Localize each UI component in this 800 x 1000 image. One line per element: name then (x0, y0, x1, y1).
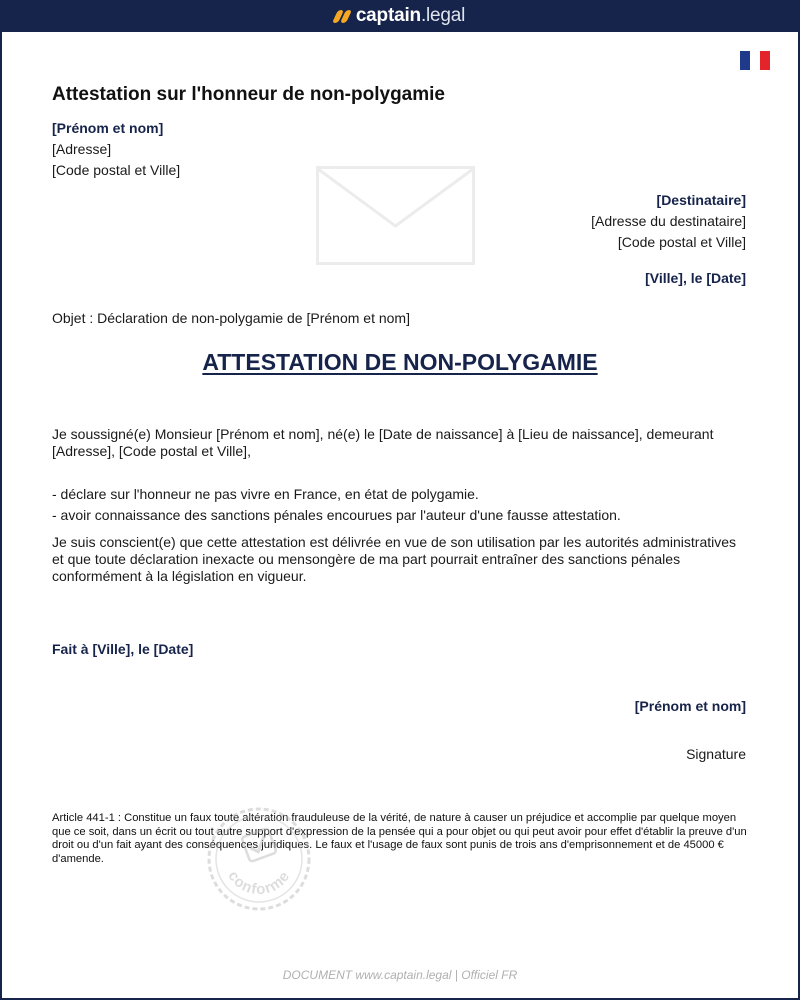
top-bar (0, 0, 800, 32)
legal-article: Article 441-1 : Constitue un faux toute altération frauduleuse de la vérité, de nature à causer un préjudice et accomplie par quelque moyen que ce soit, dans un écrit ou tout autre support d'expression de la pensée qui a pour objet ou qui peut avoir pour effet d'établir la preuve d'un droit ou d'un fait ayant des conséquences juridiques. Le faux et l'usage de faux sont punis de trois ans d'emprisonnement et de 45000 € d'amende. (52, 812, 747, 865)
place-date: [Ville], le [Date] (645, 270, 746, 286)
recipient-name: [Destinataire] (656, 192, 746, 208)
awareness-paragraph: Je suis conscient(e) que cette attestation est délivrée en vue de son utilisation par les autorités administratives et que toute déclaration inexacte ou mensongère de ma part pourrait entraîner des sanctions pénales conformément à la législation en vigueur. (52, 534, 737, 584)
subject-line: Objet : Déclaration de non-polygamie de [Prénom et nom] (52, 310, 410, 326)
brand-logo[interactable] (335, 5, 465, 27)
declaration-item: - déclare sur l'honneur ne pas vivre en France, en état de polygamie. (52, 486, 479, 502)
sender-name: [Prénom et nom] (52, 120, 164, 136)
brand-mark-icon (335, 10, 351, 23)
envelope-icon (316, 166, 475, 265)
stamp-text: conforme (224, 867, 294, 899)
recipient-address: [Adresse du destinataire] (591, 213, 746, 229)
done-at-line: Fait à [Ville], le [Date] (52, 641, 194, 657)
declaration-list (52, 484, 748, 526)
headline-text: ATTESTATION DE NON-POLYGAMIE (202, 349, 598, 375)
headline (0, 349, 800, 376)
brand-name: captain (355, 5, 421, 26)
sender-city: [Code postal et Ville] (52, 162, 181, 178)
document-title: Attestation sur l'honneur de non-polygamie (52, 84, 445, 105)
sender-block (52, 118, 180, 181)
signer-name: [Prénom et nom] (634, 698, 746, 714)
conforme-stamp-icon (206, 806, 312, 912)
brand-tld: .legal (420, 5, 466, 26)
intro-paragraph: Je soussigné(e) Monsieur [Prénom et nom], né(e) le [Date de naissance] à [Lieu de naissance], demeurant [Adresse], [Code postal et Ville], (52, 426, 714, 459)
france-flag-icon (740, 51, 770, 70)
declaration-item: - avoir connaissance des sanctions pénales encourues par l'auteur d'une fausse attestation. (52, 507, 621, 523)
recipient-block (591, 190, 746, 253)
recipient-city: [Code postal et Ville] (617, 234, 746, 250)
sender-address: [Adresse] (52, 141, 112, 157)
signature-label: Signature (686, 746, 746, 762)
footer-note: DOCUMENT www.captain.legal | Officiel FR (282, 968, 518, 982)
